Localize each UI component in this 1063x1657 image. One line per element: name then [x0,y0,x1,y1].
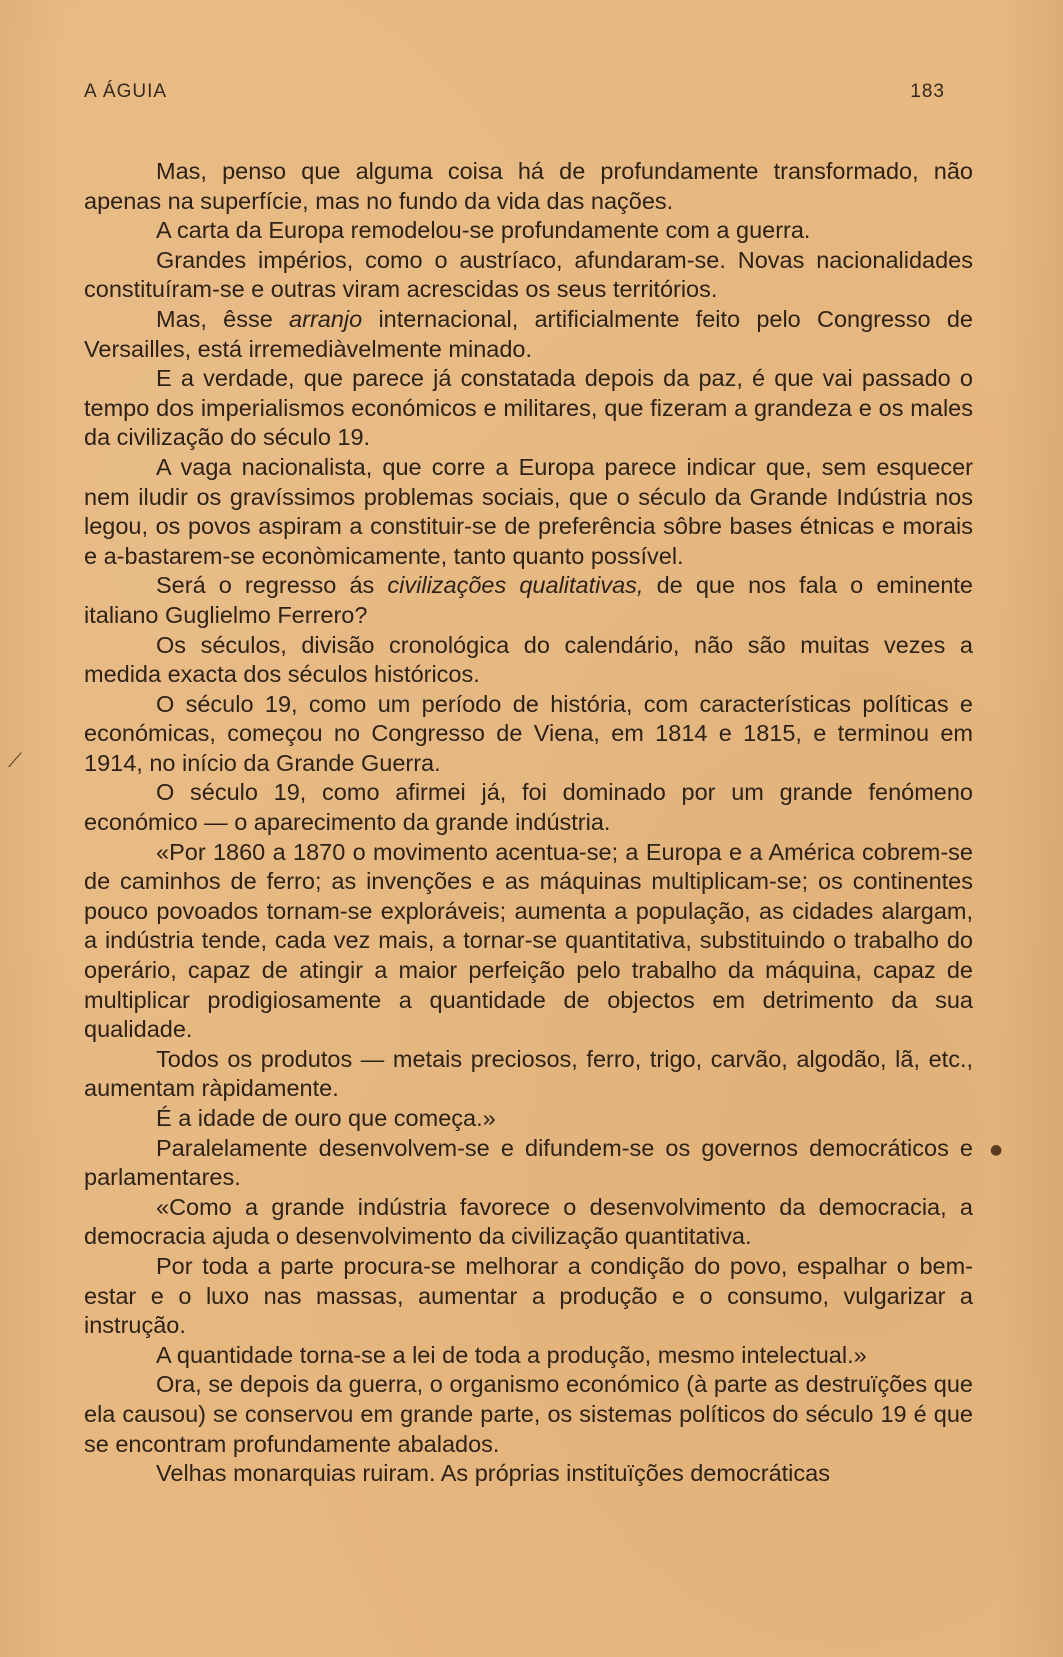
paragraph [84,305,973,364]
paragraph [84,631,973,690]
text-run: internacional, artificialmente feito pelo Congresso de Versailles, está irremediàvelmente minado. [84,305,974,362]
text-run: Por toda a parte procura-se melhorar a condição do povo, espalhar o bem-estar e o luxo nas massas, aumentar a produção e o consumo, vulgarizar a instrução. [84,1252,973,1339]
margin-tick-mark: ⟋ [8,748,22,772]
italic-text-run: arranjo [289,305,363,332]
paragraph [84,157,973,216]
text-run: Velhas monarquias ruiram. As próprias instituïções democráticas [156,1460,830,1487]
text-run: Os séculos, divisão cronológica do calendário, não são muitas vezes a medida exacta dos séculos históricos. [84,631,973,688]
text-run: É a idade de ouro que começa.» [156,1105,496,1131]
text-run: Será o regresso ás [156,572,388,599]
paragraph [84,838,973,1045]
text-run: E a verdade, que parece já constatada depois da paz, é que vai passado o tempo dos imperialismos económicos e militares, que fizeram a grandeza e os males da civilização do século 19. [84,365,973,451]
paragraph [84,1045,973,1104]
text-run: A carta da Europa remodelou-se profundamente com a guerra. [156,217,811,244]
text-run: «Por 1860 a 1870 o movimento acentua-se; a Europa e a América cobrem-se de caminhos de ferro; as invenções e as máquinas multiplicam-se; os continentes pouco povoados tornam-se exploráveis; aumenta a população, as cidades alargam, a indústria tende, cada vez mais, a tornar-se quantitativa, substituindo o trabalho do operário, capaz de atingir a maior perfeição pelo trabalho da máquina, capaz de multiplicar prodigiosamente a quantidade de objectos em detrimento da sua qualidade. [84,838,973,1043]
text-run: Mas, êsse [156,305,290,332]
paragraph [84,453,973,571]
paragraph [84,364,973,453]
paragraph [84,1104,973,1134]
text-run: Mas, penso que alguma coisa há de profundamente transformado, não apenas na superfície, mas no fundo da vida das nações. [84,158,973,214]
text-run: O século 19, como um período de história, com características políticas e económicas, começou no Congresso de Viena, em 1814 e 1815, e terminou em 1914, no início da Grande Guerra. [84,690,973,776]
paragraph [84,216,973,246]
text-run: Grandes impérios, como o austríaco, afundaram-se. Novas nacionalidades constituíram-se e outras viram acrescidas os seus territórios. [84,246,973,303]
text-run: O século 19, como afirmei já, foi dominado por um grande fenómeno económico — o aparecimento da grande indústria. [84,779,973,836]
paragraph [84,1459,973,1489]
paragraph [84,1370,973,1459]
paragraph [84,246,973,305]
body-text [84,157,973,1489]
text-run: Ora, se depois da guerra, o organismo económico (à parte as destruïções que ela causou) se conservou em grande parte, os sistemas políticos do século 19 é que se encontram profundamente abalados. [84,1371,973,1457]
paragraph [84,1193,973,1252]
text-run: A vaga nacionalista, que corre a Europa parece indicar que, sem esquecer nem iludir os gravíssimos problemas sociais, que o século da Grande Indústria nos legou, os povos aspiram a constituir-se de preferência sôbre bases étnicas e morais e a-bastarem-se econòmicamente, tanto quanto possível. [84,453,973,569]
text-run: de que nos fala o eminente italiano Guglielmo Ferrero? [84,572,973,628]
paragraph [84,571,973,630]
running-header [84,78,945,106]
paragraph [84,1134,973,1193]
text-run: Paralelamente desenvolvem-se e difundem-se os governos democráticos e parlamentares. [84,1134,973,1191]
paragraph [84,690,973,779]
page-number: 183 [910,81,945,102]
text-run: Todos os produtos — metais preciosos, ferro, trigo, carvão, algodão, lã, etc., aumentam ràpidamente. [84,1045,973,1102]
text-run: «Como a grande indústria favorece o desenvolvimento da democracia, a democracia ajuda o desenvolvimento da civilização quantitativa. [84,1193,973,1250]
journal-title: A ÁGUIA [84,81,168,102]
italic-text-run: civilizações qualitativas, [387,572,644,599]
paragraph [84,778,973,837]
text-run: A quantidade torna-se a lei de toda a produção, mesmo intelectual.» [156,1341,867,1368]
ink-speck-mark: ● [990,1142,1003,1158]
paragraph [84,1252,973,1341]
paragraph [84,1341,973,1371]
